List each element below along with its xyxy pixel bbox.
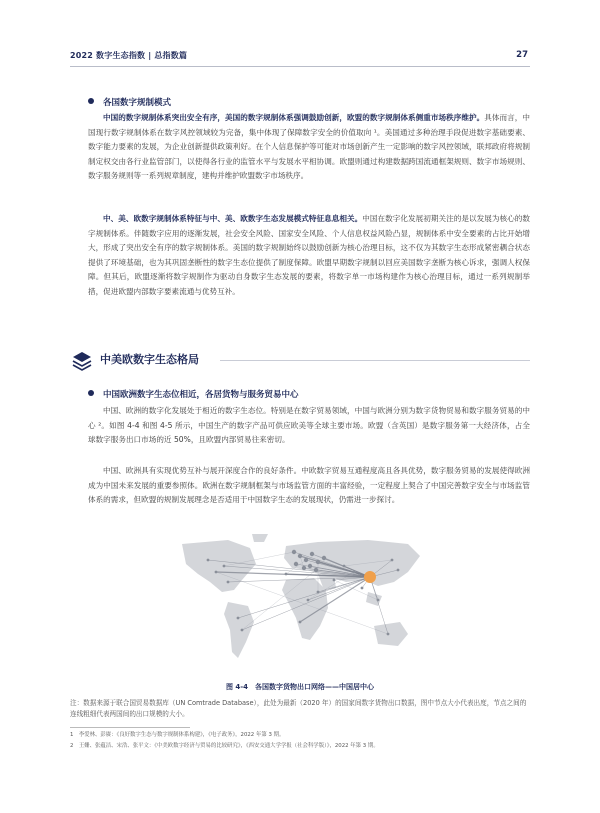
country-node bbox=[314, 568, 318, 572]
country-node bbox=[241, 629, 244, 632]
country-node bbox=[227, 581, 230, 584]
figure-caption: 图 4-4 各国数字货物出口网络——中国居中心 bbox=[225, 683, 375, 691]
country-node bbox=[308, 564, 312, 568]
country-node bbox=[302, 566, 306, 570]
country-node bbox=[353, 571, 356, 574]
paragraph-2 bbox=[88, 212, 530, 299]
country-node bbox=[294, 562, 298, 566]
country-node bbox=[317, 591, 320, 594]
country-node bbox=[215, 571, 218, 574]
country-node bbox=[207, 559, 210, 562]
section-header bbox=[70, 347, 530, 375]
subheading-text: 各国数字规制模式 bbox=[103, 98, 172, 108]
layers-icon bbox=[70, 349, 94, 373]
country-node bbox=[298, 554, 302, 558]
bullet-dot bbox=[88, 390, 94, 396]
country-node bbox=[333, 579, 336, 582]
country-node bbox=[310, 552, 314, 556]
country-node bbox=[304, 558, 308, 562]
country-node bbox=[237, 617, 240, 620]
section-title: 中美欧数字生态格局 bbox=[100, 353, 199, 366]
china-hub-node bbox=[364, 571, 376, 583]
subheading-text: 中国欧洲数字生态位相近，各居货物与服务贸易中心 bbox=[103, 390, 299, 400]
country-node bbox=[316, 560, 320, 564]
country-node bbox=[377, 599, 380, 602]
paragraph-1-bold: 中国的数字规制体系突出安全有序，美国的数字规制体系强调鼓励创新，欧盟的数字规制体系侧重市场秩序维护。 bbox=[103, 113, 485, 122]
paragraph-3: 中国、欧洲的数字化发展处于相近的数字生态位。特别是在数字贸易领域，中国与欧洲分别为数字货物贸易和数字服务贸易的中心 ²。如图 4-4 和图 4-5 所示，中国生产的数字产品可供应欧美等全球主要市场。欧盟（含英国）是数字服务第一大经济体，占全球数字服务出口市场的近 50%，且欧盟内部贸易往来密切。 bbox=[88, 406, 530, 444]
paragraph-1-text: 具体而言，中国现行数字规制体系在数字风控领域较为完备，集中体现了保障数字安全的价值取向 ¹。美国通过多种治理手段促进数字基础要素、数字能力要素的发展，为企业创新提供政策利好。在个人信息保护等可能对市场创新产生一定影响的数字风控领域，联邦政府将规制制定权交由各行业监管部门，以使得各行业的监管水平与发展水平相协调。欧盟则通过构建数据跨国流通框架规则、数字市场规则、数字服务规则等一系列规章制度，建构并维护欧盟数字市场秩序。 bbox=[88, 113, 531, 180]
country-node bbox=[307, 599, 310, 602]
footnote-rule bbox=[70, 727, 190, 728]
country-node bbox=[292, 550, 296, 554]
country-node bbox=[322, 556, 326, 560]
page-number: 27 bbox=[516, 50, 528, 60]
paragraph-2-text: 中国在数字化发展初期关注的是以发展为核心的数字规制体系。伴随数字应用的逐渐发展，社会安全风险、国家安全风险、个人信息权益风险凸显，规制体系中安全要素的占比开始增大，形成了突出安全有序的数字规制体系。美国的数字规制始终以鼓励创新为核心治理目标，这不仅为其数字生态形成紧密耦合状态提供了环境基础，也为其巩固垄断性的数字生态位提供了制度保障。欧盟早期数字规制以回应美国数字垄断为核心诉求，强调人权保障。但其后，欧盟逐渐将数字规制作为驱动自身数字生态发展的要素，将数字单一市场构建作为核心治理目标，通过一系列规制举措，促进欧盟内部数字要素流通与优势互补。 bbox=[88, 214, 530, 296]
country-node bbox=[391, 559, 394, 562]
footnote-2: 2 王姗、张蕴洁、宋浩、张平文：《中美欧数字经济与贸易的比较研究》，《西安交通大学学报（社会科学版）》，2022 年第 3 期。 bbox=[70, 743, 379, 749]
subheading-regulation bbox=[88, 96, 171, 108]
country-node bbox=[361, 587, 364, 590]
paragraph-4: 中国、欧洲具有实现优势互补与展开深度合作的良好条件。中欧数字贸易互通程度高且各具优势，数字服务贸易的发展使得欧洲成为中国未来发展的重要参照体。欧洲在数字规制框架与市场监管方面的丰富经验，一定程度上契合了中国完善数字安全与市场监管体系的需求，但欧盟的规制发展理念是否适用于中国数字生态的发展现状，仍需进一步探讨。 bbox=[88, 466, 530, 504]
header-title: 2022 数字生态指数 | 总指数篇 bbox=[70, 51, 188, 60]
section-rule bbox=[220, 360, 530, 361]
country-node bbox=[299, 621, 302, 624]
paragraph-1 bbox=[88, 111, 530, 184]
header-rule bbox=[70, 66, 530, 67]
country-node bbox=[343, 565, 346, 568]
country-node bbox=[387, 633, 390, 636]
country-node bbox=[223, 565, 226, 568]
paragraph-2-bold: 中、美、欧数字规制体系特征与中、美、欧数字生态发展模式特征息息相关。 bbox=[103, 214, 363, 223]
country-node bbox=[285, 573, 288, 576]
figure-note: 注：数据来源于联合国贸易数据库（UN Comtrade Database），此处为最新（2020 年）的国家间数字货物出口数据，图中节点大小代表出度，节点之间的连线粗细代表两国间的出口规模的大小。 bbox=[70, 699, 527, 718]
footnote-1: 1 李爱林、彭赓：《良好数字生态与数字规制体系构建》，《电子政务》，2022 年第 3 期。 bbox=[70, 732, 285, 738]
bullet-dot bbox=[88, 98, 94, 104]
world-landmass bbox=[182, 534, 420, 658]
export-network-map bbox=[168, 530, 432, 676]
subheading-ecology bbox=[88, 388, 299, 400]
country-node bbox=[397, 569, 400, 572]
